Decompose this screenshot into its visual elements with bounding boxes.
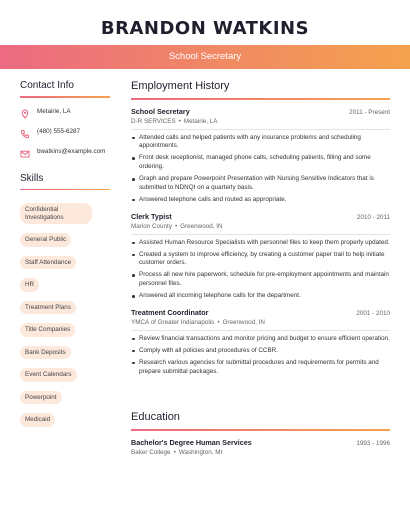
job-entry-employer	[131, 223, 390, 235]
separator-dot: •	[174, 222, 178, 230]
bullet-item: Comply with all policies and procedures of CCBR.	[131, 347, 390, 356]
skill-chip: General Public	[20, 233, 71, 247]
job-entry-bullets	[131, 134, 390, 205]
education-entry	[131, 438, 390, 460]
location-pin-icon	[20, 109, 30, 119]
separator-dot: •	[178, 117, 181, 125]
contact-email-text[interactable]: bwatkins@example.com	[37, 147, 106, 155]
contact-phone	[20, 128, 110, 139]
skill-chip: Event Calendars	[20, 368, 77, 382]
skills-list	[20, 203, 110, 431]
job-entry-dates: 2010 - 2011	[356, 213, 390, 221]
employment-section	[131, 80, 390, 380]
skills-divider	[20, 189, 110, 191]
envelope-icon	[20, 149, 30, 159]
job-entry-dates: 2001 - 2010	[356, 309, 390, 317]
skill-chip: Bank Deposits	[20, 346, 71, 360]
separator-dot: •	[217, 318, 220, 326]
education-school: Baker College	[131, 448, 171, 456]
skills-heading: Skills	[20, 172, 44, 184]
education-divider	[131, 429, 390, 431]
job-entry-company: Marion County	[131, 222, 172, 230]
job-title-banner	[0, 45, 410, 69]
skill-chip: HR	[20, 278, 39, 292]
skill-chip: Confidential Investigations	[20, 203, 92, 224]
job-entry	[131, 212, 390, 301]
job-entry	[131, 308, 390, 377]
job-entry-bullets	[131, 239, 390, 301]
bullet-item: Process all new hire paperwork, schedule for pre-employment appointments and maintain personnel files.	[131, 271, 390, 289]
education-degree: Bachelor's Degree Human Services	[131, 437, 252, 447]
job-entry-title: Clerk Typist	[131, 211, 172, 221]
education-institution	[131, 449, 390, 460]
contact-location	[20, 108, 110, 119]
bullet-item: Created a system to improve efficiency, by creating a customer paper trail to help initiate customer orders.	[131, 251, 390, 269]
separator-dot: •	[173, 448, 176, 456]
education-dates: 1993 - 1996	[356, 439, 390, 447]
job-entry-location: Greenwood, IN	[180, 222, 223, 230]
bullet-item: Graph and prepare Powerpoint Presentation with Nursing Sensitive Indicators that is submitted to NDNQI on a quarterly basis.	[131, 175, 390, 193]
education-heading: Education	[131, 411, 180, 423]
job-entry-title: Treatment Coordinator	[131, 307, 209, 317]
contact-location-text: Metairie, LA	[37, 107, 71, 115]
job-entry	[131, 107, 390, 205]
skill-chip: Powerpoint	[20, 391, 62, 405]
employment-divider	[131, 98, 390, 100]
candidate-name: BRANDON WATKINS	[100, 18, 310, 39]
job-entry-company: D-R SERVICES	[131, 117, 176, 125]
bullet-item: Assisted Human Resource Specialists with personnel files to keep them properly updated.	[131, 239, 390, 248]
bullet-item: Front desk receptionist, managed phone calls, scheduling patients, filling and some ordering.	[131, 154, 390, 172]
skill-chip: Title Companies	[20, 323, 75, 337]
contact-list	[20, 108, 110, 159]
contact-heading: Contact Info	[20, 80, 74, 91]
bullet-item: Research various agencies for submittal procedures and requirements for permits and prepare submittal packages.	[131, 359, 390, 377]
bullet-item: Answered all incoming telephone calls for the department.	[131, 292, 390, 301]
education-section	[131, 411, 390, 460]
bullet-item: Review financial transactions and monitor pricing and budget to ensure efficient operation.	[131, 335, 390, 344]
skill-chip: Treatment Plans	[20, 301, 76, 315]
left-column	[20, 80, 110, 431]
job-entry-dates: 2011 - Present	[349, 108, 390, 116]
bullet-item: Attended calls and helped patients with any insurance problems and scheduling appointments.	[131, 134, 390, 152]
contact-phone-text: (480) 555-6287	[37, 127, 81, 135]
job-entry-location: Greenwood, IN	[222, 318, 265, 326]
skill-chip: Staff Attendance	[20, 256, 76, 270]
skill-chip: Medicaid	[20, 413, 55, 427]
contact-email	[20, 148, 110, 159]
job-entry-employer	[131, 118, 390, 130]
phone-icon	[20, 129, 30, 139]
education-location: Washington, MI	[178, 448, 223, 456]
job-entry-title: School Secretary	[131, 106, 190, 116]
contact-divider	[20, 96, 110, 98]
employment-heading: Employment History	[131, 80, 230, 92]
job-entry-location: Metairie, LA	[183, 117, 218, 125]
bullet-item: Answered telephone calls and routed as appropriate.	[131, 196, 390, 205]
job-entry-employer	[131, 319, 390, 331]
job-entry-bullets	[131, 335, 390, 377]
job-title: School Secretary	[168, 51, 242, 62]
job-entry-company: YMCA of Greater Indianapolis	[131, 318, 215, 326]
